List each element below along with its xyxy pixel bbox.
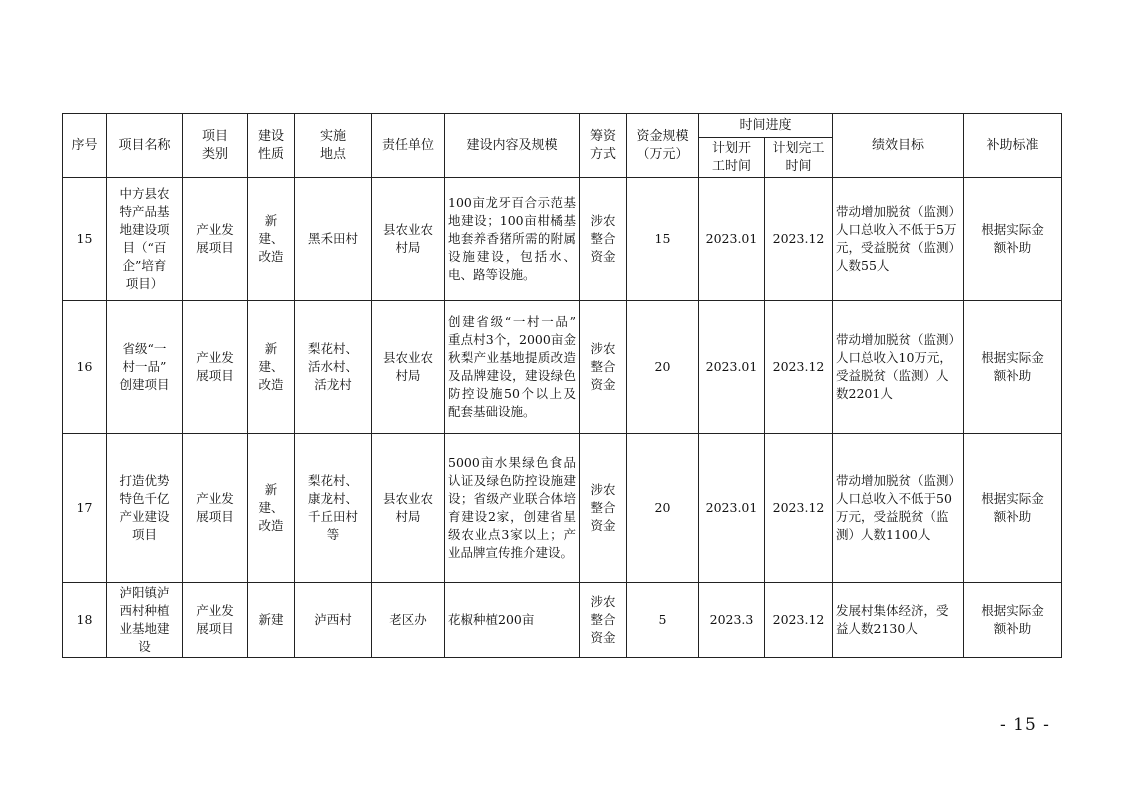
project-table bbox=[62, 113, 1062, 658]
header-start: 计划开 工时间 bbox=[699, 138, 765, 178]
cell-end: 2023.12 bbox=[765, 301, 833, 434]
cell-location: 泸西村 bbox=[295, 583, 372, 658]
cell-subsidy: 根据实际金 额补助 bbox=[964, 178, 1062, 301]
header-content: 建设内容及规模 bbox=[445, 114, 580, 178]
cell-location: 黑禾田村 bbox=[295, 178, 372, 301]
cell-goal: 发展村集体经济，受益人数2130人 bbox=[833, 583, 964, 658]
cell-unit: 县农业农 村局 bbox=[372, 434, 445, 583]
header-funding-method: 筹资 方式 bbox=[580, 114, 627, 178]
cell-end: 2023.12 bbox=[765, 434, 833, 583]
cell-location: 梨花村、 活水村、 活龙村 bbox=[295, 301, 372, 434]
cell-start: 2023.01 bbox=[699, 301, 765, 434]
cell-location: 梨花村、 康龙村、 千丘田村 等 bbox=[295, 434, 372, 583]
cell-goal: 带动增加脱贫（监测）人口总收入不低于5万元，受益脱贫（监测）人数55人 bbox=[833, 178, 964, 301]
header-schedule: 时间进度 bbox=[699, 114, 833, 138]
cell-category: 产业发 展项目 bbox=[183, 583, 248, 658]
cell-content: 创建省级“一村一品” 重点村3个，2000亩金秋梨产业基地提质改造及品牌建设，建设绿色防控设施50个以上及配套基础设施。 bbox=[445, 301, 580, 434]
cell-name: 省级“一 村一品” 创建项目 bbox=[107, 301, 183, 434]
cell-name: 中方县农 特产品基 地建设项 目（“百 企”培育 项目） bbox=[107, 178, 183, 301]
cell-goal: 带动增加脱贫（监测）人口总收入10万元，受益脱贫（监测）人数2201人 bbox=[833, 301, 964, 434]
cell-subsidy: 根据实际金 额补助 bbox=[964, 301, 1062, 434]
cell-funding-scale: 5 bbox=[627, 583, 699, 658]
cell-funding-method: 涉农 整合 资金 bbox=[580, 301, 627, 434]
table-row bbox=[63, 178, 1062, 301]
cell-content: 花椒种植200亩 bbox=[445, 583, 580, 658]
header-subsidy: 补助标准 bbox=[964, 114, 1062, 178]
cell-seq: 15 bbox=[63, 178, 107, 301]
cell-seq: 18 bbox=[63, 583, 107, 658]
table-row bbox=[63, 434, 1062, 583]
cell-seq: 16 bbox=[63, 301, 107, 434]
cell-subsidy: 根据实际金 额补助 bbox=[964, 583, 1062, 658]
cell-category: 产业发 展项目 bbox=[183, 178, 248, 301]
cell-content: 100亩龙牙百合示范基地建设；100亩柑橘基地套养香猪所需的附属设施建设，包括水、电、路等设施。 bbox=[445, 178, 580, 301]
cell-category: 产业发 展项目 bbox=[183, 434, 248, 583]
cell-funding-scale: 15 bbox=[627, 178, 699, 301]
cell-funding-scale: 20 bbox=[627, 434, 699, 583]
cell-nature: 新 建、 改造 bbox=[248, 434, 295, 583]
table-row bbox=[63, 583, 1062, 658]
cell-name: 泸阳镇泸 西村种植 业基地建 设 bbox=[107, 583, 183, 658]
table-header bbox=[63, 114, 1062, 178]
cell-name: 打造优势 特色千亿 产业建设 项目 bbox=[107, 434, 183, 583]
cell-start: 2023.01 bbox=[699, 434, 765, 583]
cell-unit: 县农业农 村局 bbox=[372, 301, 445, 434]
cell-unit: 县农业农 村局 bbox=[372, 178, 445, 301]
cell-end: 2023.12 bbox=[765, 583, 833, 658]
cell-unit: 老区办 bbox=[372, 583, 445, 658]
page-number: - 15 - bbox=[1000, 715, 1050, 735]
header-name: 项目名称 bbox=[107, 114, 183, 178]
cell-seq: 17 bbox=[63, 434, 107, 583]
header-funding-scale: 资金规模 （万元） bbox=[627, 114, 699, 178]
cell-nature: 新建 bbox=[248, 583, 295, 658]
header-location: 实施 地点 bbox=[295, 114, 372, 178]
cell-content: 5000亩水果绿色食品认证及绿色防控设施建设；省级产业联合体培育建设2家，创建省星级农业点3家以上；产业品牌宣传推介建设。 bbox=[445, 434, 580, 583]
cell-funding-method: 涉农 整合 资金 bbox=[580, 583, 627, 658]
header-category: 项目 类别 bbox=[183, 114, 248, 178]
table-row bbox=[63, 301, 1062, 434]
header-unit: 责任单位 bbox=[372, 114, 445, 178]
cell-funding-method: 涉农 整合 资金 bbox=[580, 434, 627, 583]
cell-start: 2023.3 bbox=[699, 583, 765, 658]
cell-nature: 新 建、 改造 bbox=[248, 178, 295, 301]
cell-funding-scale: 20 bbox=[627, 301, 699, 434]
header-goal: 绩效目标 bbox=[833, 114, 964, 178]
cell-category: 产业发 展项目 bbox=[183, 301, 248, 434]
header-seq: 序号 bbox=[63, 114, 107, 178]
cell-nature: 新 建、 改造 bbox=[248, 301, 295, 434]
cell-start: 2023.01 bbox=[699, 178, 765, 301]
cell-goal: 带动增加脱贫（监测）人口总收入不低于50万元，受益脱贫（监测）人数1100人 bbox=[833, 434, 964, 583]
header-end: 计划完工 时间 bbox=[765, 138, 833, 178]
table-body bbox=[63, 178, 1062, 658]
cell-end: 2023.12 bbox=[765, 178, 833, 301]
cell-funding-method: 涉农 整合 资金 bbox=[580, 178, 627, 301]
header-nature: 建设 性质 bbox=[248, 114, 295, 178]
cell-subsidy: 根据实际金 额补助 bbox=[964, 434, 1062, 583]
